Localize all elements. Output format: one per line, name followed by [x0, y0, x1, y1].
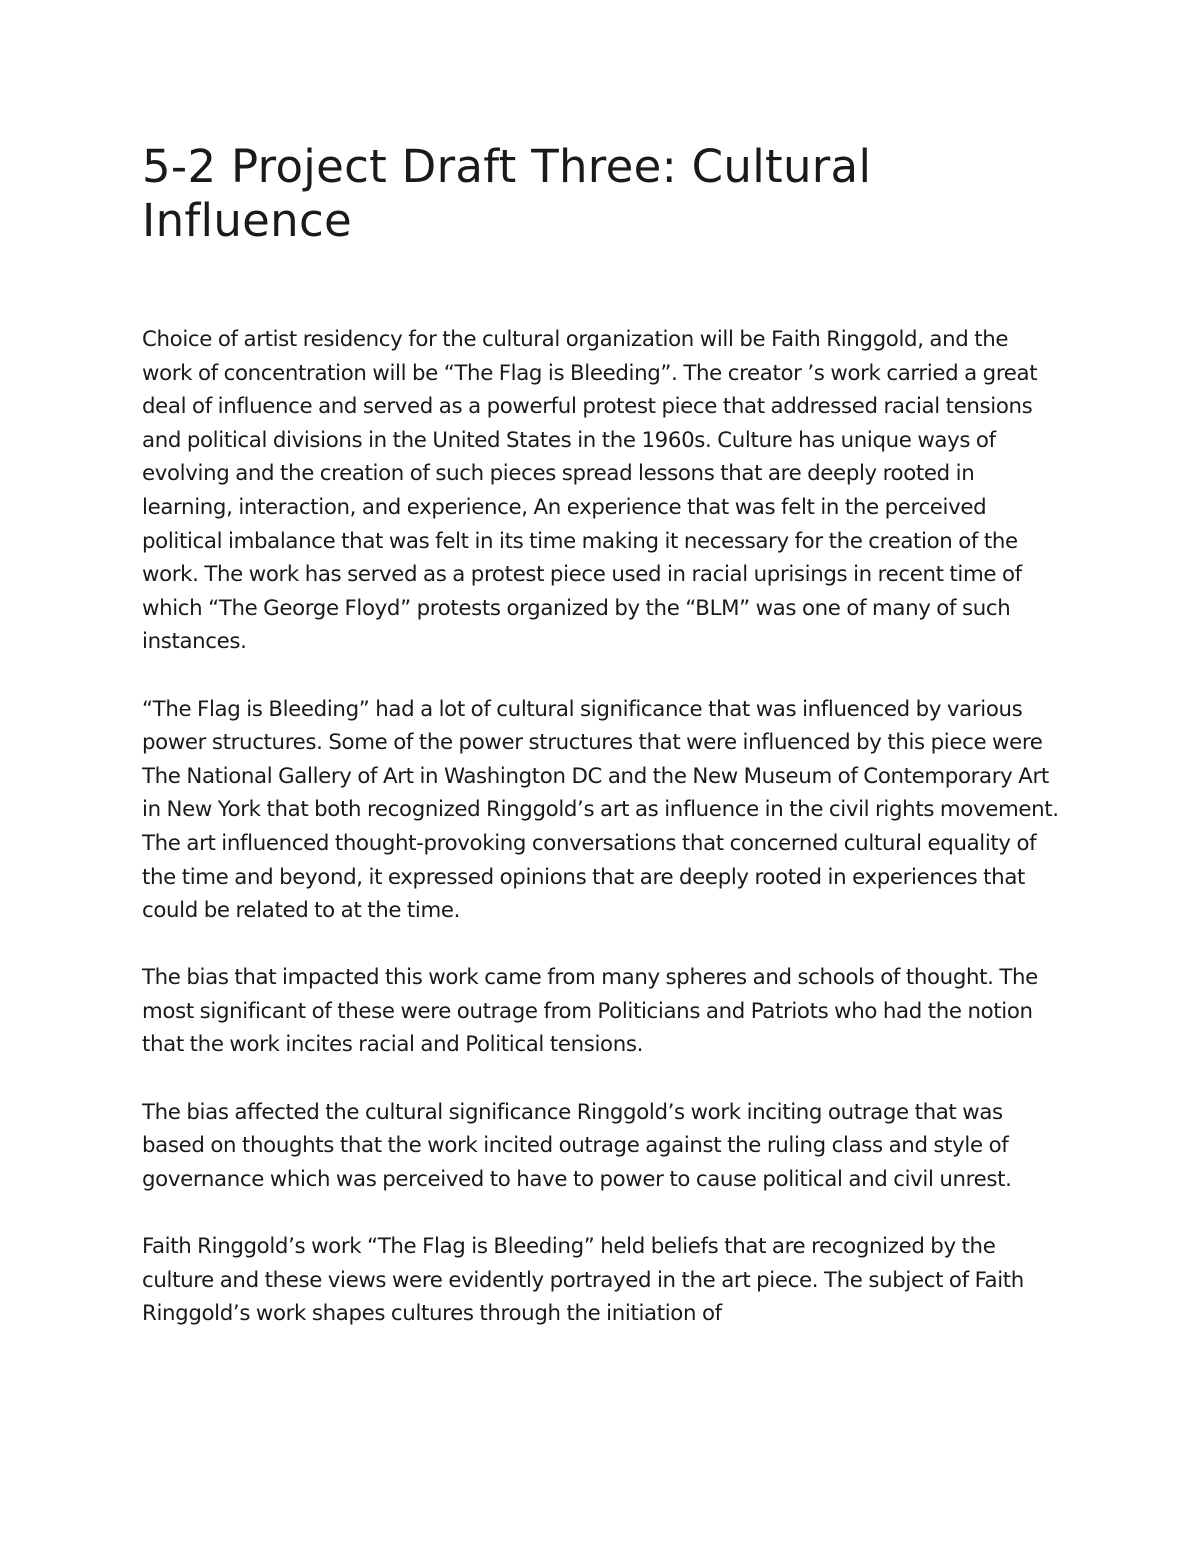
- document-body: [142, 323, 1062, 1331]
- paragraph-bias-sources: The bias that impacted this work came from many spheres and schools of thought. The most significant of these were outrage from Politicians and Patriots who had the notion that the work incites racial and Political tensions.: [142, 965, 1038, 1058]
- paragraph-beliefs: Faith Ringgold’s work “The Flag is Bleeding” held beliefs that are recognized by the culture and these views were evidently portrayed in the art piece. The subject of Faith Ringgold’s work shapes cultures through the initiation of: [142, 1234, 1024, 1327]
- document-title: 5-2 Project Draft Three: Cultural Influence: [142, 140, 872, 247]
- document-content: [142, 140, 1062, 1364]
- paragraph-cultural-significance: “The Flag is Bleeding” had a lot of cultural significance that was influenced by various power structures. Some of the power structures that were influenced by this piece were The National Gallery of Art in Washington DC and the New Museum of Contemporary Art in New York that both recognized Ringgold’s art as influence in the civil rights movement. The art influenced thought-provoking conversations that concerned cultural equality of the time and beyond, it expressed opinions that are deeply rooted in experiences that could be related to at the time.: [142, 696, 1059, 924]
- paragraph-artist-choice: Choice of artist residency for the cultural organization will be Faith Ringgold, and the work of concentration will be “The Flag is Bleeding”. The creator ’s work carried a great deal of influence and served as a powerful protest piece that addressed racial tensions and political divisions in the United States in the 1960s. Culture has unique ways of evolving and the creation of such pieces spread lessons that are deeply rooted in learning, interaction, and experience, An experience that was felt in the perceived political imbalance that was felt in its time making it necessary for the creation of the work. The work has served as a protest piece used in racial uprisings in recent time of which “The George Floyd” protests organized by the “BLM” was one of many of such instances.: [142, 327, 1038, 655]
- paragraph-bias-effects: The bias affected the cultural significance Ringgold’s work inciting outrage that was based on thoughts that the work incited outrage against the ruling class and style of governance which was perceived to have to power to cause political and civil unrest.: [142, 1099, 1012, 1192]
